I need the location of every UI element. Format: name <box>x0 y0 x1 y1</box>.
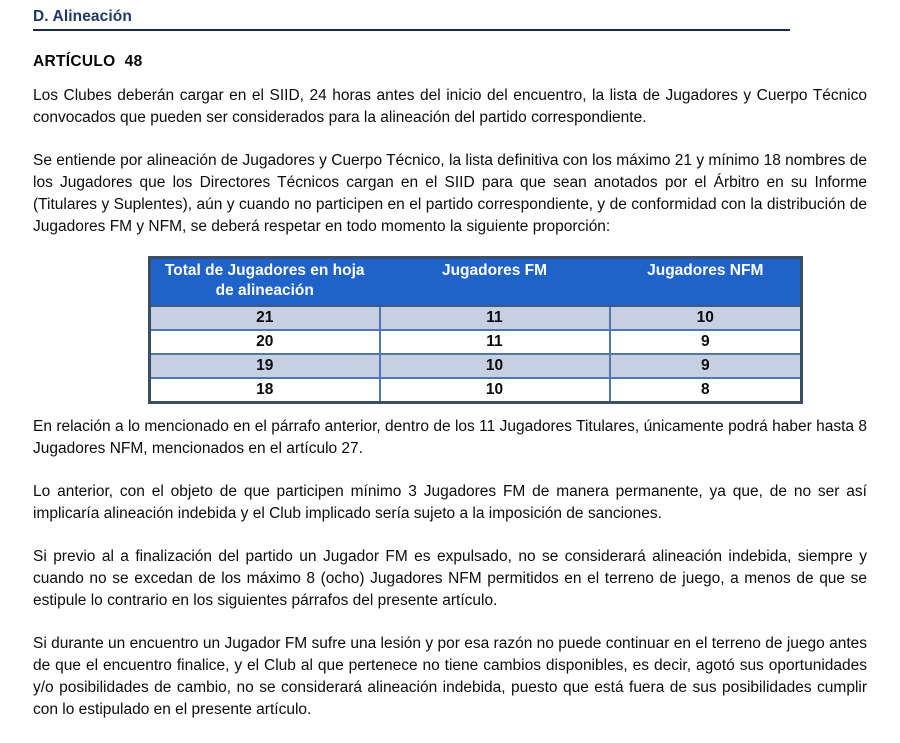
section-heading-block <box>33 7 790 31</box>
paragraph-minimum-fm: Lo anterior, con el objeto de que participen mínimo 3 Jugadores FM de manera permanente, ya que, de no ser así implicaría alineación indebida y el Club implicado sería sujeto a la imposición de sanciones. <box>33 483 867 522</box>
table-header-row <box>150 258 802 307</box>
table-cell: 20 <box>150 330 380 354</box>
table-cell: 10 <box>610 306 802 330</box>
table-cell: 10 <box>380 378 610 403</box>
table-cell: 18 <box>150 378 380 403</box>
table-row <box>150 354 802 378</box>
table-row <box>150 330 802 354</box>
table-row <box>150 306 802 330</box>
section-heading: D. Alineación <box>33 8 132 25</box>
table-cell: 21 <box>150 306 380 330</box>
paragraph-expulsion-rule: Si previo al a finalización del partido un Jugador FM es expulsado, no se considerará alineación indebida, siempre y cuando no se excedan de los máximo 8 (ocho) Jugadores NFM permitidos en el terreno de juego, a menos de que se estipule lo contrario en los siguientes párrafos del presente artículo. <box>33 548 867 609</box>
table-row <box>150 378 802 403</box>
table-cell: 11 <box>380 306 610 330</box>
paragraph-alineacion-definition: Se entiende por alineación de Jugadores y Cuerpo Técnico, la lista definitiva con los máximo 21 y mínimo 18 nombres de los Jugadores que los Directores Técnicos cargan en el SIID para que sean anotados por el Árbitro en su Informe (Titulares y Suplentes), aún y cuando no participen en el partido correspondiente, y de conformidad con la distribución de Jugadores FM y NFM, se deberá respetar en todo momento la siguiente proporción: <box>33 152 867 235</box>
table-cell: 10 <box>380 354 610 378</box>
paragraph-siid-upload: Los Clubes deberán cargar en el SIID, 24 horas antes del inicio del encuentro, la lista de Jugadores y Cuerpo Técnico convocados que pueden ser considerados para la alineación del partido correspondiente. <box>33 87 867 126</box>
paragraph-injury-rule: Si durante un encuentro un Jugador FM sufre una lesión y por esa razón no puede continuar en el terreno de juego antes de que el encuentro finalice, y el Club al que pertenece no tiene cambios disponibles, es decir, agotó sus oportunidades y/o posibilidades de cambio, no se considerará alineación indebida, puesto que está fuera de sus posibilidades cumplir con lo estipulado en el presente artículo. <box>33 635 867 718</box>
table-header-jugadores-fm: Jugadores FM <box>380 258 610 307</box>
paragraph-titulares-limit: En relación a lo mencionado en el párrafo anterior, dentro de los 11 Jugadores Titulares, únicamente podrá haber hasta 8 Jugadores NFM, mencionados en el artículo 27. <box>33 418 867 457</box>
table-cell: 11 <box>380 330 610 354</box>
table-cell: 9 <box>610 330 802 354</box>
article-title: ARTÍCULO 48 <box>33 53 143 70</box>
table-cell: 9 <box>610 354 802 378</box>
table-header-jugadores-nfm: Jugadores NFM <box>610 258 802 307</box>
table-header-total-jugadores: Total de Jugadores en hoja de alineación <box>150 258 380 307</box>
table-cell: 8 <box>610 378 802 403</box>
table-cell: 19 <box>150 354 380 378</box>
alineacion-proportion-table <box>148 256 803 404</box>
